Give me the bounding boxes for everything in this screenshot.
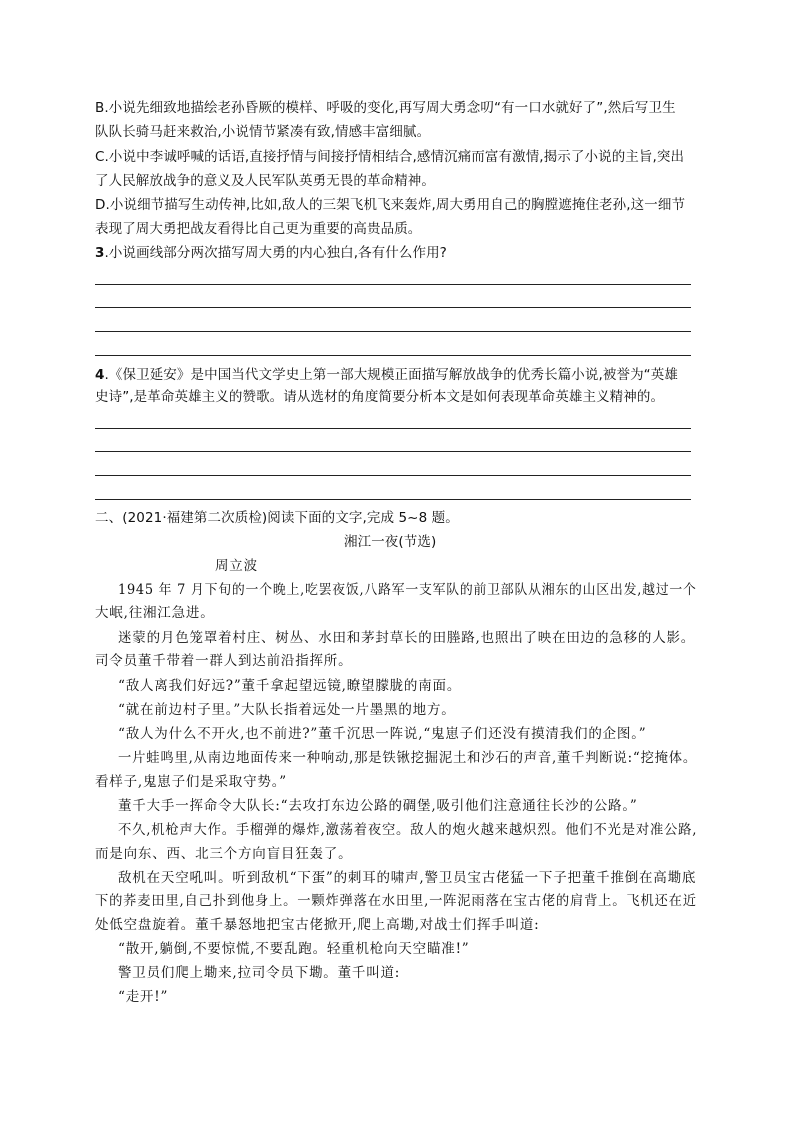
answer-line[interactable] bbox=[95, 355, 691, 356]
passage-line: 大岷,往湘江急进。 bbox=[95, 605, 215, 621]
passage-line: “就在前边村子里。”大队长指着远处一片墨黑的地方。 bbox=[118, 702, 456, 718]
answer-line[interactable] bbox=[95, 451, 691, 452]
passage-line: 看样子,鬼崽子们是采取守势。” bbox=[95, 774, 287, 790]
section-heading: 二、(2021·福建第二次质检)阅读下面的文字,完成 5~8 题。 bbox=[95, 510, 459, 526]
passage-line: “敌人为什么不开火,也不前进?”董千沉思一阵说,“鬼崽子们还没有摸清我们的企图。” bbox=[118, 726, 647, 742]
option-b-line-1: B.小说先细致地描绘老孙昏厥的模样、呼吸的变化,再写周大勇念叨“有一口水就好了”,然后写卫生 bbox=[95, 100, 676, 116]
question-3-number: 3 bbox=[95, 245, 105, 261]
question-4-line-2: 史诗”,是革命英雄主义的赞歌。请从选材的角度简要分析本文是如何表现革命英雄主义精神的。 bbox=[95, 389, 665, 405]
passage-line: 处低空盘旋着。董千暴怒地把宝古佬掀开,爬上高墈,对战士们挥手叫道: bbox=[95, 917, 540, 933]
passage-title: 湘江一夜(节选) bbox=[344, 534, 437, 550]
passage-line: 警卫员们爬上墈来,拉司令员下墈。董千叫道: bbox=[118, 965, 401, 981]
question-4-text: .《保卫延安》是中国当代文学史上第一部大规模正面描写解放战争的优秀长篇小说,被誉为“英雄 bbox=[104, 367, 678, 383]
passage-line: 下的荞麦田里,自己扑到他身上。一颗炸弹落在水田里,一阵泥雨落在宝古佬的肩背上。飞机还在近 bbox=[95, 893, 697, 909]
passage-line: “敌人离我们好远?”董千拿起望远镜,瞭望朦胧的南面。 bbox=[118, 678, 462, 694]
passage-line: 敌机在天空吼叫。听到敌机“下蛋”的刺耳的啸声,警卫员宝古佬猛一下子把董千推倒在高墈底 bbox=[118, 870, 697, 886]
passage-line: “散开,躺倒,不要惊慌,不要乱跑。轻重机枪向天空瞄准!” bbox=[118, 941, 470, 957]
answer-line[interactable] bbox=[95, 499, 691, 500]
option-c-line-1: C.小说中李诚呼喊的话语,直接抒情与间接抒情相结合,感情沉痛而富有激情,揭示了小说的主旨,突出 bbox=[95, 149, 685, 165]
passage-line: 一片蛙鸣里,从南边地面传来一种响动,那是铁锹挖掘泥土和沙石的声音,董千判断说:“挖掩体。 bbox=[118, 750, 698, 766]
option-d-line-2: 表现了周大勇把战友看得比自己更为重要的高贵品质。 bbox=[95, 221, 422, 237]
passage-line: 董千大手一挥命令大队长:“去攻打东边公路的碉堡,吸引他们注意通往长沙的公路。” bbox=[118, 798, 638, 814]
passage-line: 不久,机枪声大作。手榴弹的爆炸,激荡着夜空。敌人的炮火越来越炽烈。他们不光是对准公路, bbox=[118, 822, 698, 838]
passage-line: 而是向东、西、北三个方向盲目狂轰了。 bbox=[95, 846, 353, 862]
answer-line[interactable] bbox=[95, 307, 691, 308]
question-4-number: 4 bbox=[95, 367, 105, 383]
answer-line[interactable] bbox=[95, 475, 691, 476]
option-b-line-2: 队队长骑马赶来救治,小说情节紧凑有致,情感丰富细腻。 bbox=[95, 124, 431, 140]
passage-author: 周立波 bbox=[215, 558, 258, 574]
answer-line[interactable] bbox=[95, 331, 691, 332]
question-4 bbox=[95, 364, 678, 386]
question-3 bbox=[95, 242, 447, 264]
answer-line[interactable] bbox=[95, 284, 691, 285]
option-d-line-1: D.小说细节描写生动传神,比如,敌人的三架飞机飞来轰炸,周大勇用自己的胸膛遮掩住老孙,这一细节 bbox=[95, 197, 686, 213]
passage-line: 迷蒙的月色笼罩着村庄、树丛、水田和茅封草长的田塍路,也照出了映在田边的急移的人影。 bbox=[118, 630, 696, 646]
passage-line: 1945 年 7 月下旬的一个晚上,吃罢夜饭,八路军一支军队的前卫部队从湘东的山区出发,越过一个 bbox=[118, 582, 697, 598]
answer-line[interactable] bbox=[95, 428, 691, 429]
option-c-line-2: 了人民解放战争的意义及人民军队英勇无畏的革命精神。 bbox=[95, 173, 435, 189]
passage-line: 司令员董千带着一群人到达前沿指挥所。 bbox=[95, 653, 353, 669]
passage-line: “走开!” bbox=[118, 989, 169, 1005]
question-3-text: .小说画线部分两次描写周大勇的内心独白,各有什么作用? bbox=[104, 245, 447, 261]
